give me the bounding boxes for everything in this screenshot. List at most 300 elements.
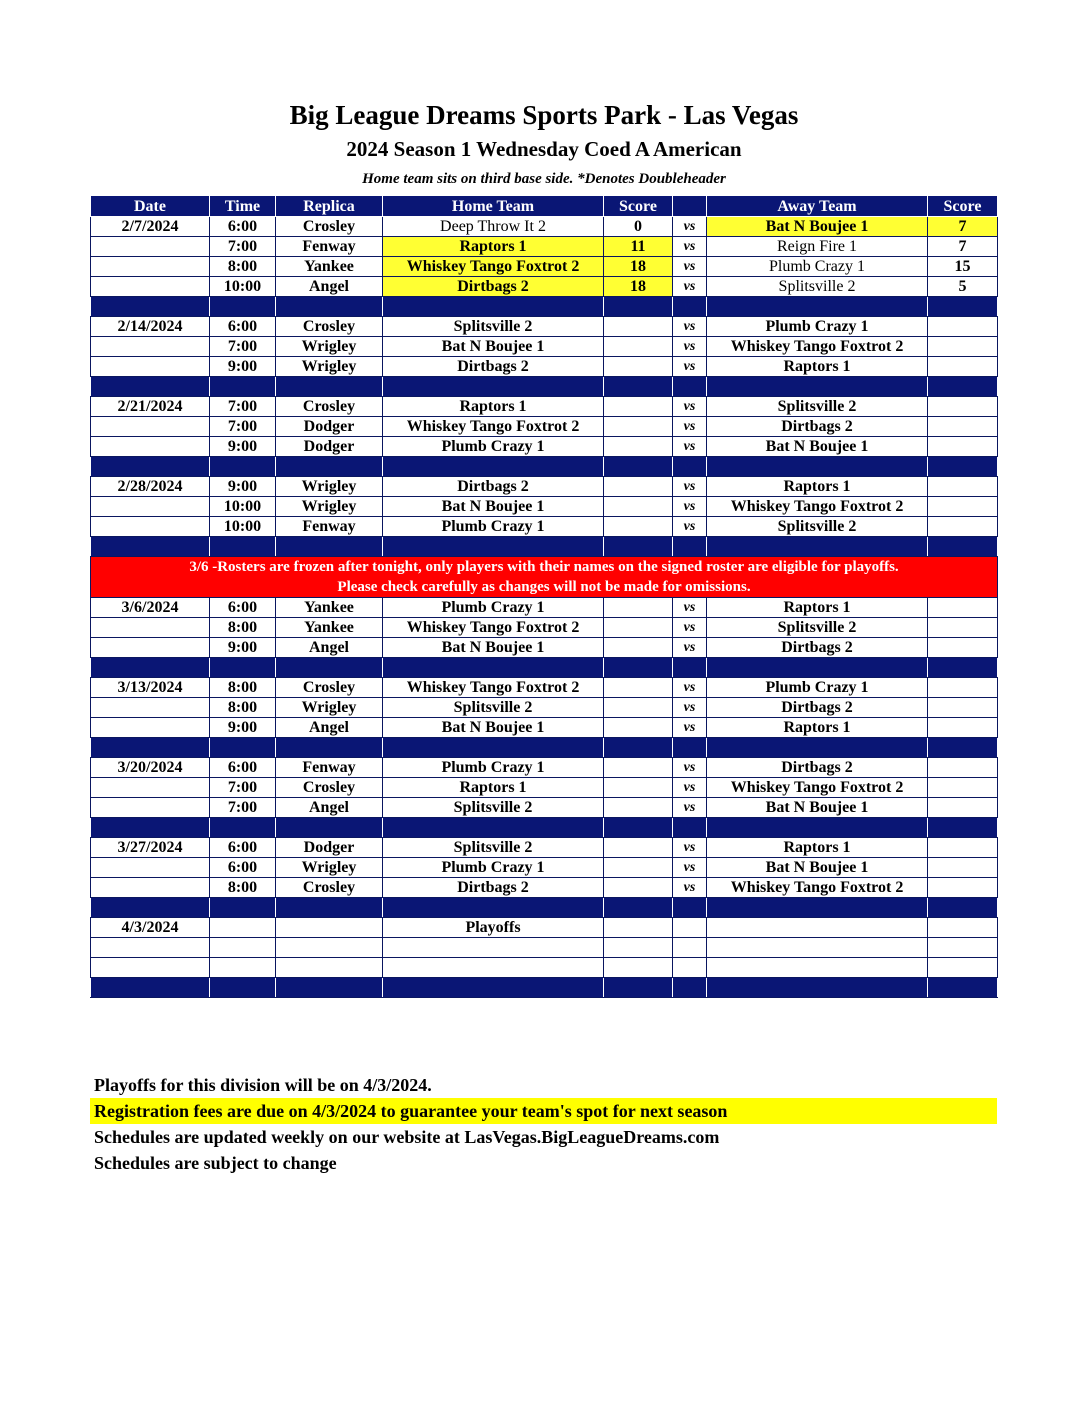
- vs-label: vs: [673, 237, 707, 257]
- separator-cell: [604, 537, 673, 557]
- home-score: [604, 317, 673, 337]
- away-team: Raptors 1: [707, 357, 928, 377]
- header-away-team: Away Team: [707, 196, 928, 217]
- separator-row: [91, 297, 998, 317]
- away-score: 7: [928, 237, 998, 257]
- separator-cell: [707, 377, 928, 397]
- game-date: 2/7/2024: [91, 217, 210, 237]
- separator-cell: [604, 658, 673, 678]
- separator-cell: [604, 457, 673, 477]
- away-score: [928, 337, 998, 357]
- home-score: [604, 938, 673, 958]
- vs-label: vs: [673, 277, 707, 297]
- separator-cell: [210, 898, 276, 918]
- game-field: Crosley: [276, 317, 383, 337]
- game-field: Yankee: [276, 257, 383, 277]
- game-field: Yankee: [276, 598, 383, 618]
- game-field: Crosley: [276, 217, 383, 237]
- separator-cell: [707, 898, 928, 918]
- separator-cell: [210, 738, 276, 758]
- game-date: [91, 437, 210, 457]
- home-team: Playoffs: [383, 918, 604, 938]
- separator-cell: [91, 738, 210, 758]
- vs-label: [673, 918, 707, 938]
- home-score: 0: [604, 217, 673, 237]
- footer-playoffs: Playoffs for this division will be on 4/3/2024.: [94, 1075, 432, 1095]
- home-team: Whiskey Tango Foxtrot 2: [383, 257, 604, 277]
- away-team: Reign Fire 1: [707, 237, 928, 257]
- away-score: 5: [928, 277, 998, 297]
- game-field: Angel: [276, 718, 383, 738]
- separator-row: [91, 818, 998, 838]
- home-team: Dirtbags 2: [383, 878, 604, 898]
- home-score: [604, 517, 673, 537]
- game-date: 2/14/2024: [91, 317, 210, 337]
- roster-notice: [91, 557, 998, 598]
- away-team: Raptors 1: [707, 838, 928, 858]
- game-date: [91, 798, 210, 818]
- home-score: 11: [604, 237, 673, 257]
- footer-subject-to-change: Schedules are subject to change: [94, 1153, 337, 1173]
- vs-label: vs: [673, 317, 707, 337]
- game-time: 9:00: [210, 718, 276, 738]
- page-title: Big League Dreams Sports Park - Las Vegas: [289, 100, 799, 130]
- game-field: Wrigley: [276, 357, 383, 377]
- game-time: 8:00: [210, 618, 276, 638]
- home-team: Plumb Crazy 1: [383, 758, 604, 778]
- game-field: Angel: [276, 798, 383, 818]
- home-score: [604, 918, 673, 938]
- separator-cell: [383, 457, 604, 477]
- game-row: [91, 417, 998, 437]
- game-row: [91, 758, 998, 778]
- game-field: Yankee: [276, 618, 383, 638]
- away-team: Splitsville 2: [707, 277, 928, 297]
- vs-label: vs: [673, 598, 707, 618]
- game-row: [91, 237, 998, 257]
- roster-notice-row: [91, 557, 998, 598]
- separator-cell: [707, 978, 928, 998]
- home-score: [604, 878, 673, 898]
- separator-cell: [673, 978, 707, 998]
- separator-cell: [707, 658, 928, 678]
- separator-row: [91, 377, 998, 397]
- home-score: [604, 397, 673, 417]
- away-score: [928, 317, 998, 337]
- game-row: [91, 878, 998, 898]
- game-row: [91, 437, 998, 457]
- separator-cell: [383, 818, 604, 838]
- game-time: 8:00: [210, 257, 276, 277]
- game-field: Wrigley: [276, 858, 383, 878]
- vs-label: vs: [673, 858, 707, 878]
- game-time: 6:00: [210, 317, 276, 337]
- vs-label: vs: [673, 698, 707, 718]
- home-score: 18: [604, 257, 673, 277]
- game-time: 7:00: [210, 237, 276, 257]
- game-field: Wrigley: [276, 698, 383, 718]
- game-field: Dodger: [276, 437, 383, 457]
- separator-cell: [210, 377, 276, 397]
- game-field: Fenway: [276, 237, 383, 257]
- game-row: [91, 798, 998, 818]
- game-date: [91, 497, 210, 517]
- vs-label: vs: [673, 758, 707, 778]
- separator-cell: [276, 818, 383, 838]
- game-time: 6:00: [210, 758, 276, 778]
- away-team: Whiskey Tango Foxtrot 2: [707, 337, 928, 357]
- home-score: [604, 858, 673, 878]
- separator-cell: [707, 537, 928, 557]
- game-field: Fenway: [276, 758, 383, 778]
- game-date: [91, 417, 210, 437]
- game-field: [276, 938, 383, 958]
- header-away-score: Score: [928, 196, 998, 217]
- game-time: 8:00: [210, 678, 276, 698]
- game-field: [276, 918, 383, 938]
- home-score: [604, 618, 673, 638]
- game-time: 7:00: [210, 337, 276, 357]
- separator-cell: [673, 738, 707, 758]
- vs-label: [673, 958, 707, 978]
- game-time: 6:00: [210, 858, 276, 878]
- game-date: 3/13/2024: [91, 678, 210, 698]
- table-header-row: [91, 196, 998, 217]
- game-time: 7:00: [210, 397, 276, 417]
- home-team: Raptors 1: [383, 397, 604, 417]
- game-date: [91, 718, 210, 738]
- game-time: 7:00: [210, 417, 276, 437]
- game-row: [91, 337, 998, 357]
- separator-cell: [210, 537, 276, 557]
- game-field: Dodger: [276, 417, 383, 437]
- game-date: 3/20/2024: [91, 758, 210, 778]
- game-field: Wrigley: [276, 337, 383, 357]
- vs-label: vs: [673, 217, 707, 237]
- home-score: [604, 838, 673, 858]
- separator-cell: [91, 978, 210, 998]
- away-score: 15: [928, 257, 998, 277]
- separator-cell: [91, 537, 210, 557]
- home-team: Splitsville 2: [383, 838, 604, 858]
- home-score: [604, 698, 673, 718]
- game-row: [91, 838, 998, 858]
- game-date: [91, 357, 210, 377]
- home-score: [604, 437, 673, 457]
- away-score: [928, 878, 998, 898]
- away-team: Plumb Crazy 1: [707, 317, 928, 337]
- separator-cell: [383, 978, 604, 998]
- game-row: [91, 257, 998, 277]
- separator-cell: [673, 658, 707, 678]
- home-score: 18: [604, 277, 673, 297]
- home-score: [604, 758, 673, 778]
- separator-cell: [91, 297, 210, 317]
- away-score: [928, 678, 998, 698]
- separator-cell: [210, 978, 276, 998]
- vs-label: vs: [673, 417, 707, 437]
- separator-cell: [604, 377, 673, 397]
- game-field: Crosley: [276, 778, 383, 798]
- game-row: [91, 718, 998, 738]
- away-score: [928, 698, 998, 718]
- separator-cell: [707, 457, 928, 477]
- game-row: [91, 317, 998, 337]
- separator-cell: [276, 898, 383, 918]
- separator-cell: [928, 898, 998, 918]
- schedule-table: [90, 195, 998, 998]
- away-team: Whiskey Tango Foxtrot 2: [707, 497, 928, 517]
- vs-label: vs: [673, 357, 707, 377]
- vs-label: vs: [673, 437, 707, 457]
- game-row: [91, 638, 998, 658]
- vs-label: vs: [673, 477, 707, 497]
- game-row: [91, 477, 998, 497]
- game-field: Crosley: [276, 678, 383, 698]
- away-score: [928, 598, 998, 618]
- game-date: [91, 618, 210, 638]
- separator-cell: [928, 978, 998, 998]
- home-team: Splitsville 2: [383, 317, 604, 337]
- game-row: [91, 618, 998, 638]
- home-team: Dirtbags 2: [383, 357, 604, 377]
- separator-cell: [928, 457, 998, 477]
- away-score: [928, 798, 998, 818]
- vs-label: vs: [673, 257, 707, 277]
- separator-cell: [707, 738, 928, 758]
- game-date: [91, 778, 210, 798]
- schedule-body: [91, 217, 998, 998]
- away-score: [928, 758, 998, 778]
- home-team: Plumb Crazy 1: [383, 437, 604, 457]
- vs-label: vs: [673, 718, 707, 738]
- away-score: [928, 778, 998, 798]
- home-score: [604, 638, 673, 658]
- game-date: [91, 938, 210, 958]
- separator-cell: [604, 738, 673, 758]
- home-score: [604, 598, 673, 618]
- away-score: [928, 718, 998, 738]
- vs-label: vs: [673, 838, 707, 858]
- away-team: Whiskey Tango Foxtrot 2: [707, 778, 928, 798]
- away-team: Plumb Crazy 1: [707, 257, 928, 277]
- vs-label: vs: [673, 618, 707, 638]
- home-team: Splitsville 2: [383, 798, 604, 818]
- game-date: [91, 337, 210, 357]
- separator-cell: [383, 738, 604, 758]
- home-team: Whiskey Tango Foxtrot 2: [383, 417, 604, 437]
- separator-row: [91, 537, 998, 557]
- separator-cell: [673, 457, 707, 477]
- page-subtitle: 2024 Season 1 Wednesday Coed A American: [346, 137, 742, 161]
- home-team: [383, 938, 604, 958]
- vs-label: vs: [673, 638, 707, 658]
- footer-registration: Registration fees are due on 4/3/2024 to guarantee your team's spot for next season: [90, 1098, 997, 1124]
- separator-cell: [276, 978, 383, 998]
- separator-cell: [604, 978, 673, 998]
- away-score: [928, 858, 998, 878]
- separator-cell: [383, 377, 604, 397]
- separator-row: [91, 898, 998, 918]
- separator-cell: [210, 457, 276, 477]
- away-score: [928, 638, 998, 658]
- separator-cell: [276, 738, 383, 758]
- away-team: Splitsville 2: [707, 618, 928, 638]
- game-time: [210, 958, 276, 978]
- away-team: Bat N Boujee 1: [707, 858, 928, 878]
- separator-cell: [91, 818, 210, 838]
- separator-row: [91, 457, 998, 477]
- separator-cell: [928, 537, 998, 557]
- home-team: Bat N Boujee 1: [383, 337, 604, 357]
- game-row: [91, 918, 998, 938]
- game-field: Wrigley: [276, 477, 383, 497]
- footer-website: Schedules are updated weekly on our website at LasVegas.BigLeagueDreams.com: [94, 1127, 720, 1147]
- away-score: [928, 938, 998, 958]
- home-score: [604, 798, 673, 818]
- away-score: [928, 437, 998, 457]
- separator-cell: [928, 377, 998, 397]
- separator-cell: [276, 377, 383, 397]
- game-row: [91, 958, 998, 978]
- separator-row: [91, 978, 998, 998]
- header-home-score: Score: [604, 196, 673, 217]
- game-time: 9:00: [210, 437, 276, 457]
- home-score: [604, 337, 673, 357]
- separator-cell: [91, 898, 210, 918]
- game-date: 3/27/2024: [91, 838, 210, 858]
- separator-cell: [928, 738, 998, 758]
- separator-cell: [210, 297, 276, 317]
- vs-label: [673, 938, 707, 958]
- vs-label: vs: [673, 678, 707, 698]
- home-team: Bat N Boujee 1: [383, 718, 604, 738]
- game-time: [210, 938, 276, 958]
- away-team: Raptors 1: [707, 598, 928, 618]
- game-row: [91, 938, 998, 958]
- game-field: Crosley: [276, 878, 383, 898]
- game-date: [91, 958, 210, 978]
- separator-cell: [673, 818, 707, 838]
- header-time: Time: [210, 196, 276, 217]
- vs-label: vs: [673, 517, 707, 537]
- game-time: [210, 918, 276, 938]
- home-team: Dirtbags 2: [383, 277, 604, 297]
- home-team: Bat N Boujee 1: [383, 497, 604, 517]
- home-team: Raptors 1: [383, 237, 604, 257]
- away-team: Raptors 1: [707, 477, 928, 497]
- game-date: [91, 698, 210, 718]
- game-date: [91, 257, 210, 277]
- game-time: 7:00: [210, 798, 276, 818]
- game-row: [91, 598, 998, 618]
- separator-cell: [276, 297, 383, 317]
- separator-cell: [383, 537, 604, 557]
- game-row: [91, 217, 998, 237]
- game-date: [91, 517, 210, 537]
- away-score: 7: [928, 217, 998, 237]
- separator-cell: [383, 898, 604, 918]
- vs-label: vs: [673, 397, 707, 417]
- home-score: [604, 958, 673, 978]
- game-field: Dodger: [276, 838, 383, 858]
- home-score: [604, 477, 673, 497]
- game-time: 10:00: [210, 497, 276, 517]
- separator-cell: [276, 658, 383, 678]
- game-row: [91, 698, 998, 718]
- vs-label: vs: [673, 778, 707, 798]
- separator-cell: [673, 377, 707, 397]
- away-team: [707, 918, 928, 938]
- away-score: [928, 918, 998, 938]
- separator-cell: [673, 297, 707, 317]
- home-team: Plumb Crazy 1: [383, 517, 604, 537]
- away-team: Whiskey Tango Foxtrot 2: [707, 878, 928, 898]
- game-field: Fenway: [276, 517, 383, 537]
- separator-cell: [383, 297, 604, 317]
- vs-label: vs: [673, 878, 707, 898]
- game-row: [91, 277, 998, 297]
- roster-notice-line-1: 3/6 -Rosters are frozen after tonight, only players with their names on the signed roster are eligible for playoffs.: [189, 559, 899, 575]
- game-time: 6:00: [210, 598, 276, 618]
- home-score: [604, 357, 673, 377]
- game-row: [91, 517, 998, 537]
- away-score: [928, 497, 998, 517]
- game-date: [91, 878, 210, 898]
- away-team: Bat N Boujee 1: [707, 217, 928, 237]
- home-team: Deep Throw It 2: [383, 217, 604, 237]
- home-score: [604, 417, 673, 437]
- separator-cell: [604, 297, 673, 317]
- away-team: [707, 938, 928, 958]
- home-team: Raptors 1: [383, 778, 604, 798]
- away-score: [928, 417, 998, 437]
- game-row: [91, 357, 998, 377]
- home-team: Dirtbags 2: [383, 477, 604, 497]
- away-team: Splitsville 2: [707, 397, 928, 417]
- away-team: Bat N Boujee 1: [707, 437, 928, 457]
- game-field: Crosley: [276, 397, 383, 417]
- game-field: Wrigley: [276, 497, 383, 517]
- away-score: [928, 517, 998, 537]
- separator-cell: [928, 297, 998, 317]
- separator-cell: [673, 898, 707, 918]
- vs-label: vs: [673, 337, 707, 357]
- away-score: [928, 838, 998, 858]
- separator-cell: [604, 898, 673, 918]
- away-team: [707, 958, 928, 978]
- separator-cell: [673, 537, 707, 557]
- separator-cell: [210, 818, 276, 838]
- game-time: 9:00: [210, 477, 276, 497]
- separator-cell: [707, 297, 928, 317]
- game-date: 3/6/2024: [91, 598, 210, 618]
- game-date: [91, 638, 210, 658]
- game-date: [91, 277, 210, 297]
- separator-cell: [91, 377, 210, 397]
- game-time: 9:00: [210, 638, 276, 658]
- away-team: Plumb Crazy 1: [707, 678, 928, 698]
- away-score: [928, 477, 998, 497]
- home-team: Bat N Boujee 1: [383, 638, 604, 658]
- roster-notice-line-2: Please check carefully as changes will not be made for omissions.: [337, 579, 751, 595]
- game-time: 7:00: [210, 778, 276, 798]
- away-score: [928, 618, 998, 638]
- game-date: 2/28/2024: [91, 477, 210, 497]
- separator-cell: [928, 658, 998, 678]
- home-score: [604, 678, 673, 698]
- vs-label: vs: [673, 798, 707, 818]
